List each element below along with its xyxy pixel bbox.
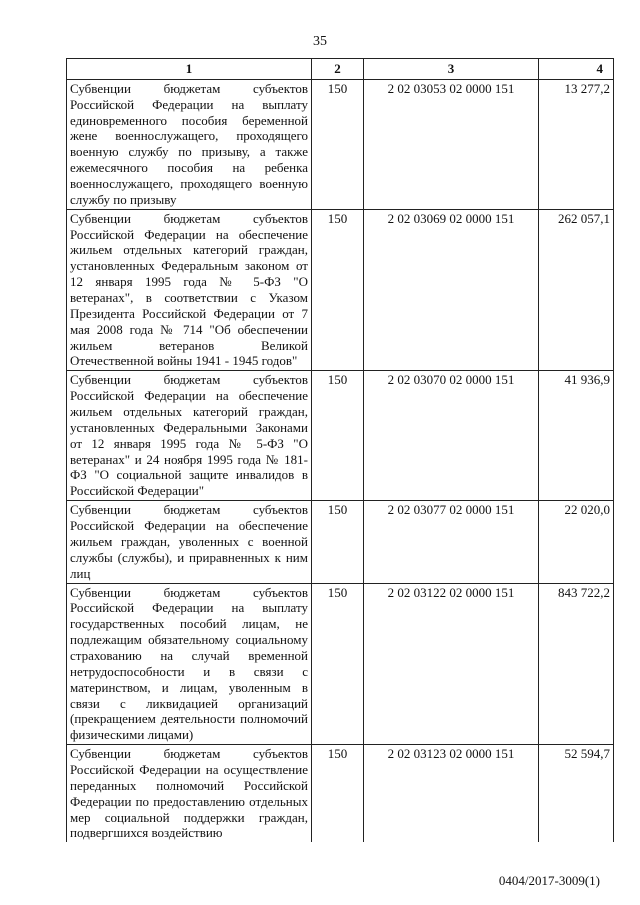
row-description: Субвенции бюджетам субъектов Российской Федерации на обеспечение жильем граждан, уволенных с военной службы (службы), и приравненных к ним лиц: [67, 501, 312, 583]
row-admin-code: 150: [312, 209, 364, 371]
row-admin-code: 150: [312, 79, 364, 209]
row-admin-code: 150: [312, 371, 364, 501]
table-row: [67, 371, 614, 501]
row-budget-classifier: 2 02 03123 02 0000 151: [364, 745, 539, 843]
row-budget-classifier: 2 02 03122 02 0000 151: [364, 583, 539, 745]
row-description: Субвенции бюджетам субъектов Российской Федерации на обеспечение жильем отдельных категорий граждан, установленных Федеральными Законами от 12 января 1995 года № 5-ФЗ "О ветеранах" и 24 ноября 1995 года № 181-ФЗ "О социальной защите инвалидов в Российской Федерации": [67, 371, 312, 501]
row-admin-code: 150: [312, 583, 364, 745]
column-header-1: 1: [67, 59, 312, 80]
row-admin-code: 150: [312, 745, 364, 843]
table-row: [67, 209, 614, 371]
row-description: Субвенции бюджетам субъектов Российской Федерации на осуществление переданных полномочий Российской Федерации по предоставлению отдельных мер социальной поддержки граждан, подвергшихся воздействию: [67, 745, 312, 843]
row-amount: 262 057,1: [539, 209, 614, 371]
row-amount: 843 722,2: [539, 583, 614, 745]
row-amount: 22 020,0: [539, 501, 614, 583]
table-row: [67, 79, 614, 209]
row-description: Субвенции бюджетам субъектов Российской Федерации на обеспечение жильем отдельных категорий граждан, установленных Федеральным законом от 12 января 1995 года № 5-ФЗ "О ветеранах", в соответствии с Указом Президента Российской Федерации от 7 мая 2008 года № 714 "Об обеспечении жильем ветеранов Великой Отечественной войны 1941 - 1945 годов": [67, 209, 312, 371]
row-admin-code: 150: [312, 501, 364, 583]
page-number: 35: [313, 34, 327, 49]
row-budget-classifier: 2 02 03077 02 0000 151: [364, 501, 539, 583]
document-footer-code: 0404/2017-3009(1): [498, 873, 600, 888]
table-header-row: [67, 59, 614, 80]
row-budget-classifier: 2 02 03069 02 0000 151: [364, 209, 539, 371]
column-header-3: 3: [364, 59, 539, 80]
column-header-4: 4: [539, 59, 614, 80]
row-amount: 41 936,9: [539, 371, 614, 501]
row-budget-classifier: 2 02 03053 02 0000 151: [364, 79, 539, 209]
table-row: [67, 745, 614, 843]
table-row: [67, 501, 614, 583]
budget-table: [66, 58, 614, 842]
row-budget-classifier: 2 02 03070 02 0000 151: [364, 371, 539, 501]
row-description: Субвенции бюджетам субъектов Российской Федерации на выплату единовременного пособия беременной жене военнослужащего, проходящего военную службу по призыву, а также ежемесячного пособия на ребенка военнослужащего, проходящего военную службу по призыву: [67, 79, 312, 209]
row-description: Субвенции бюджетам субъектов Российской Федерации на выплату государственных пособий лицам, не подлежащим обязательному социальному страхованию на случай временной нетрудоспособности и в связи с материнством, и лицам, уволенным в связи с ликвидацией организаций (прекращением деятельности полномочий физическими лицами): [67, 583, 312, 745]
column-header-2: 2: [312, 59, 364, 80]
row-amount: 13 277,2: [539, 79, 614, 209]
row-amount: 52 594,7: [539, 745, 614, 843]
table-row: [67, 583, 614, 745]
